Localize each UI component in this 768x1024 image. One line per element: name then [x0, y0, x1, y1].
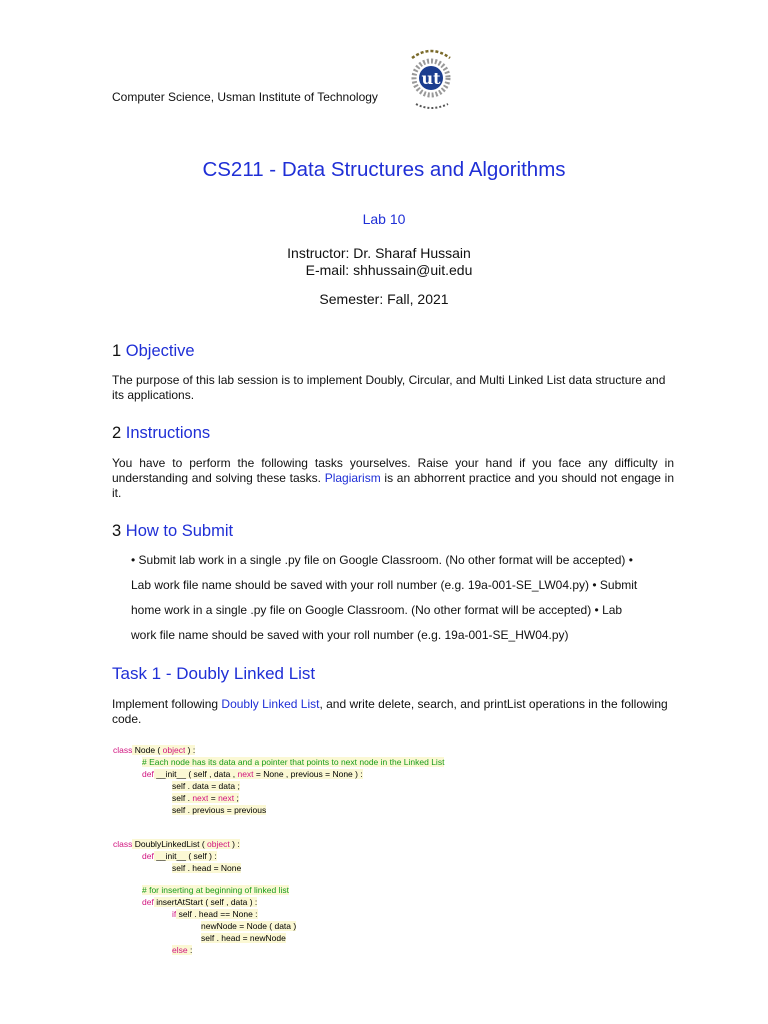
code-text: self . head == None : — [176, 909, 258, 919]
svg-text:ut: ut — [421, 69, 441, 88]
code-line — [142, 756, 444, 768]
keyword: def — [142, 769, 154, 779]
task1-intro — [112, 697, 674, 727]
keyword: next — [192, 793, 209, 803]
instructor: Instructor: Dr. Sharaf Hussain — [287, 245, 471, 261]
submit-line: Lab work file name should be saved with your roll number (e.g. 19a-001-SE_LW04.py) • Submit — [131, 578, 638, 592]
code-line — [201, 920, 296, 932]
section-number: 1 — [112, 342, 122, 360]
keyword: object — [162, 745, 186, 755]
code-text: ; — [234, 793, 239, 803]
keyword: object — [207, 839, 230, 849]
keyword: def — [142, 897, 154, 907]
code-text: __init__ ( self , data , — [153, 769, 238, 779]
keyword: else — [172, 945, 188, 955]
code-line — [142, 896, 257, 908]
code-text: : — [187, 945, 193, 955]
instructions-body-end: is an abhorrent practice and you should not engage in it. — [112, 471, 674, 500]
code-text: self . — [172, 793, 193, 803]
section-number: 3 — [112, 522, 122, 540]
course-title: CS211 - Data Structures and Algorithms — [202, 158, 566, 181]
instructions-text — [112, 456, 674, 501]
semester: Semester: Fall, 2021 — [319, 291, 449, 307]
code-line — [172, 792, 239, 804]
section-title: Instructions — [125, 424, 211, 442]
code-text: self . previous = previous — [172, 805, 267, 815]
code-line — [201, 932, 286, 944]
code-text: self . data = data ; — [172, 781, 240, 791]
code-line — [172, 862, 241, 874]
doubly-linked-list-link[interactable]: Doubly Linked List — [221, 697, 320, 711]
code-text: self . head = newNode — [201, 933, 286, 943]
submit-heading — [112, 522, 233, 541]
code-text: Node ( — [132, 745, 163, 755]
code-text: insertAtStart ( self , data ) : — [153, 897, 258, 907]
submit-line: home work in a single .py file on Google Classroom. (No other format will be accepted) • Lab — [131, 603, 623, 617]
code-line — [113, 744, 195, 756]
keyword: next — [237, 769, 254, 779]
code-line — [142, 884, 289, 896]
code-text: DoublyLinkedList ( — [132, 839, 208, 849]
task1-intro-text-end: , and write delete, search, and printList operations in the following code. — [112, 697, 668, 726]
institution-header: Computer Science, Usman Institute of Technology — [112, 90, 378, 104]
section-title: Objective — [125, 342, 195, 360]
submit-line: • Submit lab work in a single .py file on Google Classroom. (No other format will be accepted) • — [131, 553, 633, 567]
code-text: = — [208, 793, 219, 803]
keyword: next — [218, 793, 235, 803]
instructions-body: You have to perform the following tasks yourselves. Raise your hand if you face any difficulty in understanding and solving these tasks. — [112, 456, 674, 485]
section-title: How to Submit — [125, 522, 234, 540]
code-text: __init__ ( self ) : — [153, 851, 217, 861]
objective-text: The purpose of this lab session is to implement Doubly, Circular, and Multi Linked List data structure and its applications. — [112, 373, 666, 402]
code-line — [172, 944, 192, 956]
task1-heading: Task 1 - Doubly Linked List — [112, 664, 316, 683]
keyword: def — [142, 851, 154, 861]
task1-intro-text: Implement following — [112, 697, 219, 711]
code-line — [172, 908, 258, 920]
keyword: if — [172, 909, 177, 919]
section-number: 2 — [112, 424, 122, 442]
code-text: = None , previous = None ) : — [253, 769, 363, 779]
uit-logo — [404, 42, 458, 114]
plagiarism-link[interactable]: Plagiarism — [324, 471, 381, 485]
keyword: class — [113, 745, 133, 755]
code-line — [172, 804, 266, 816]
lab-number: Lab 10 — [362, 211, 406, 227]
code-line — [142, 768, 363, 780]
code-line — [113, 838, 240, 850]
code-comment: # for inserting at beginning of linked list — [142, 885, 289, 895]
code-text: ) : — [229, 839, 240, 849]
instructor-email: E-mail: shhussain@uit.edu — [305, 262, 473, 278]
code-text: self . head = None — [172, 863, 242, 873]
code-text: newNode = Node ( data ) — [201, 921, 297, 931]
keyword: class — [113, 839, 133, 849]
code-line — [172, 780, 240, 792]
code-text: ) : — [185, 745, 196, 755]
code-comment: # Each node has its data and a pointer that points to next node in the Linked List — [142, 757, 445, 767]
instructions-heading — [112, 424, 210, 443]
code-line — [142, 850, 217, 862]
submit-line: work file name should be saved with your roll number (e.g. 19a-001-SE_HW04.py) — [131, 628, 569, 642]
objective-heading — [112, 342, 195, 361]
